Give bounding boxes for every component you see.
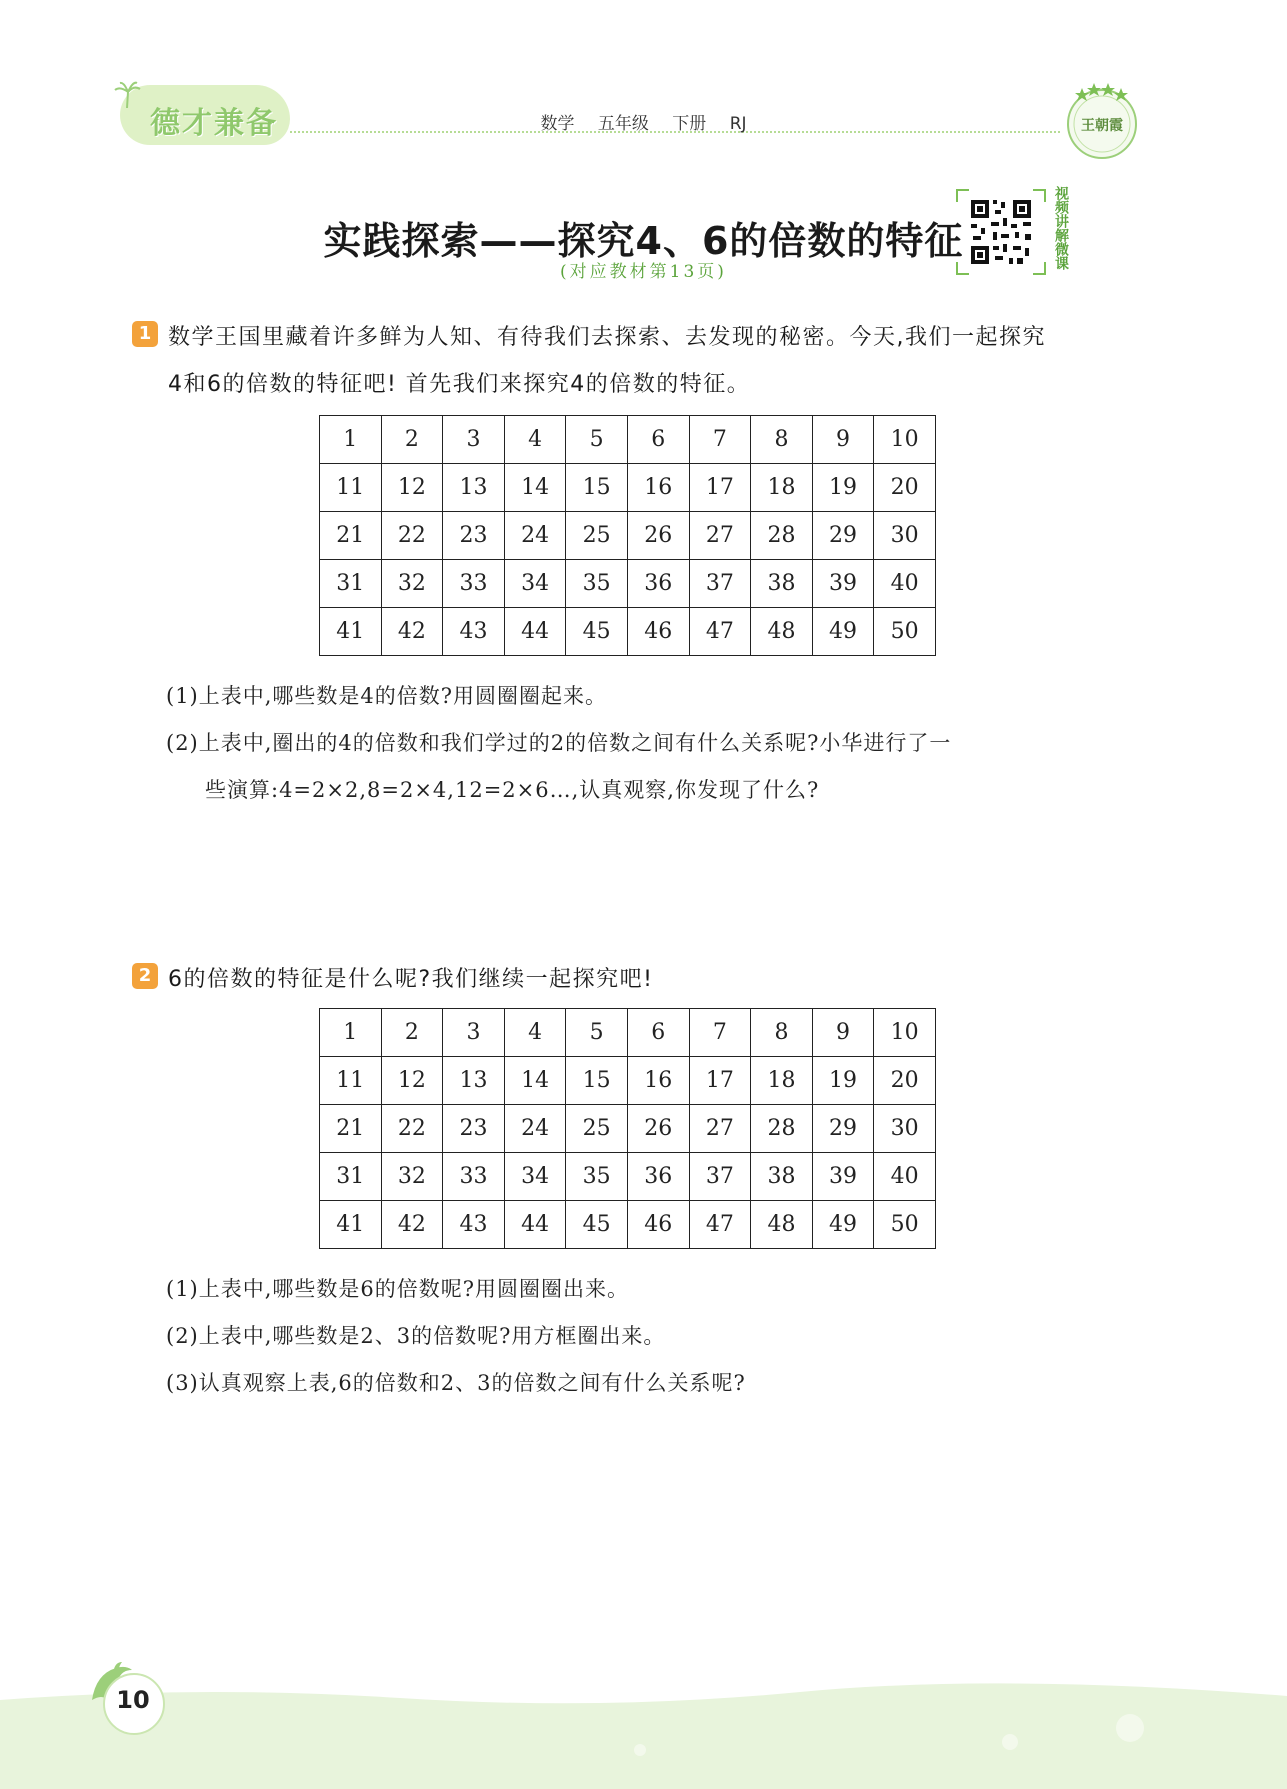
grid-cell[interactable]: 34 bbox=[504, 1153, 566, 1201]
grid-cell[interactable]: 45 bbox=[566, 608, 628, 656]
grid-cell[interactable]: 30 bbox=[874, 512, 936, 560]
grid-cell[interactable]: 4 bbox=[504, 1009, 566, 1057]
grid-cell[interactable]: 20 bbox=[874, 464, 936, 512]
question-2-sub-1: (1)上表中,哪些数是6的倍数呢?用圆圈圈出来。 bbox=[166, 1277, 630, 1301]
grid-cell[interactable]: 27 bbox=[689, 512, 751, 560]
grid-cell[interactable]: 46 bbox=[627, 1201, 689, 1249]
grid-cell[interactable]: 44 bbox=[504, 608, 566, 656]
grid-cell[interactable]: 40 bbox=[874, 1153, 936, 1201]
grid-cell[interactable]: 13 bbox=[443, 464, 505, 512]
grid-cell[interactable]: 41 bbox=[320, 1201, 382, 1249]
grid-cell[interactable]: 49 bbox=[812, 608, 874, 656]
grid-cell[interactable]: 48 bbox=[751, 1201, 813, 1249]
grid-cell[interactable]: 11 bbox=[320, 1057, 382, 1105]
grid-cell[interactable]: 50 bbox=[874, 1201, 936, 1249]
question-1-sub-2-line-1: (2)上表中,圈出的4的倍数和我们学过的2的倍数之间有什么关系呢?小华进行了一 bbox=[166, 731, 952, 755]
grid-cell[interactable]: 6 bbox=[627, 416, 689, 464]
brand-logo-text: 德才兼备 bbox=[150, 106, 278, 141]
grid-cell[interactable]: 21 bbox=[320, 512, 382, 560]
page-header bbox=[0, 0, 1287, 160]
grid-cell[interactable]: 43 bbox=[443, 1201, 505, 1249]
author-seal-logo bbox=[1060, 78, 1144, 162]
grade-label: 五年级 bbox=[597, 114, 649, 134]
question-1-line-2: 4和6的倍数的特征吧! 首先我们来探究4的倍数的特征。 bbox=[168, 372, 751, 397]
grid-cell[interactable]: 6 bbox=[627, 1009, 689, 1057]
qr-caption: 视频讲解微课 bbox=[1053, 186, 1069, 270]
grid-cell[interactable]: 35 bbox=[566, 560, 628, 608]
table-row bbox=[320, 1153, 936, 1201]
grid-cell[interactable]: 19 bbox=[812, 1057, 874, 1105]
grid-cell[interactable]: 5 bbox=[566, 416, 628, 464]
grid-cell[interactable]: 33 bbox=[443, 560, 505, 608]
grid-cell[interactable]: 28 bbox=[751, 1105, 813, 1153]
table-row bbox=[320, 608, 936, 656]
table-row bbox=[320, 416, 936, 464]
grid-cell[interactable]: 1 bbox=[320, 416, 382, 464]
grid-cell[interactable]: 11 bbox=[320, 464, 382, 512]
grid-cell[interactable]: 36 bbox=[627, 560, 689, 608]
grid-cell[interactable]: 26 bbox=[627, 1105, 689, 1153]
qr-code-icon[interactable] bbox=[955, 188, 1047, 276]
grid-cell[interactable]: 37 bbox=[689, 560, 751, 608]
table-row bbox=[320, 464, 936, 512]
grid-cell[interactable]: 40 bbox=[874, 560, 936, 608]
table-row bbox=[320, 512, 936, 560]
grid-cell[interactable]: 27 bbox=[689, 1105, 751, 1153]
grid-cell[interactable]: 45 bbox=[566, 1201, 628, 1249]
grid-cell[interactable]: 23 bbox=[443, 512, 505, 560]
grid-cell[interactable]: 19 bbox=[812, 464, 874, 512]
grid-cell[interactable]: 41 bbox=[320, 608, 382, 656]
grid-cell[interactable]: 2 bbox=[381, 416, 443, 464]
grid-cell[interactable]: 2 bbox=[381, 1009, 443, 1057]
grid-cell[interactable]: 49 bbox=[812, 1201, 874, 1249]
grid-cell[interactable]: 20 bbox=[874, 1057, 936, 1105]
grid-cell[interactable]: 10 bbox=[874, 416, 936, 464]
grid-cell[interactable]: 23 bbox=[443, 1105, 505, 1153]
table-row bbox=[320, 1201, 936, 1249]
grid-cell[interactable]: 8 bbox=[751, 416, 813, 464]
grid-cell[interactable]: 5 bbox=[566, 1009, 628, 1057]
grid-cell[interactable]: 47 bbox=[689, 608, 751, 656]
grid-cell[interactable]: 17 bbox=[689, 1057, 751, 1105]
grid-cell[interactable]: 48 bbox=[751, 608, 813, 656]
grid-cell[interactable]: 22 bbox=[381, 512, 443, 560]
number-grid-1 bbox=[319, 415, 936, 656]
question-2-line-1: 6的倍数的特征是什么呢?我们继续一起探究吧! bbox=[168, 967, 654, 992]
grid-cell[interactable]: 26 bbox=[627, 512, 689, 560]
grid-cell[interactable]: 37 bbox=[689, 1153, 751, 1201]
grid-cell[interactable]: 38 bbox=[751, 1153, 813, 1201]
grid-cell[interactable]: 47 bbox=[689, 1201, 751, 1249]
textbook-reference: (对应教材第13页) bbox=[560, 262, 727, 282]
question-2-sub-3: (3)认真观察上表,6的倍数和2、3的倍数之间有什么关系呢? bbox=[166, 1371, 746, 1395]
grid-cell[interactable]: 22 bbox=[381, 1105, 443, 1153]
grid-cell[interactable]: 10 bbox=[874, 1009, 936, 1057]
grid-cell[interactable]: 42 bbox=[381, 608, 443, 656]
grid-cell[interactable]: 13 bbox=[443, 1057, 505, 1105]
palm-tree-icon bbox=[112, 80, 142, 110]
question-1-sub-2-line-2: 些演算:4=2×2,8=2×4,12=2×6…,认真观察,你发现了什么? bbox=[205, 778, 820, 802]
grid-cell[interactable]: 31 bbox=[320, 560, 382, 608]
grid-cell[interactable]: 29 bbox=[812, 1105, 874, 1153]
table-row bbox=[320, 1057, 936, 1105]
grid-cell[interactable]: 7 bbox=[689, 416, 751, 464]
grid-cell[interactable]: 7 bbox=[689, 1009, 751, 1057]
question-1-sub-1: (1)上表中,哪些数是4的倍数?用圆圈圈起来。 bbox=[166, 684, 608, 708]
grid-cell[interactable]: 29 bbox=[812, 512, 874, 560]
grid-cell[interactable]: 32 bbox=[381, 560, 443, 608]
grid-cell[interactable]: 42 bbox=[381, 1201, 443, 1249]
grid-cell[interactable]: 24 bbox=[504, 512, 566, 560]
grid-cell[interactable]: 32 bbox=[381, 1153, 443, 1201]
grid-cell[interactable]: 18 bbox=[751, 464, 813, 512]
grid-cell[interactable]: 38 bbox=[751, 560, 813, 608]
grid-cell[interactable]: 18 bbox=[751, 1057, 813, 1105]
footer-decoration bbox=[0, 1680, 1287, 1789]
grid-cell[interactable]: 21 bbox=[320, 1105, 382, 1153]
grid-cell[interactable]: 28 bbox=[751, 512, 813, 560]
grid-cell[interactable]: 3 bbox=[443, 1009, 505, 1057]
grid-cell[interactable]: 15 bbox=[566, 464, 628, 512]
grid-cell[interactable]: 24 bbox=[504, 1105, 566, 1153]
question-1-badge: 1 bbox=[132, 321, 158, 347]
grid-cell[interactable]: 3 bbox=[443, 416, 505, 464]
question-1-line-1: 数学王国里藏着许多鲜为人知、有待我们去探索、去发现的秘密。今天,我们一起探究 bbox=[168, 325, 1046, 350]
grid-cell[interactable]: 4 bbox=[504, 416, 566, 464]
number-grid-2 bbox=[319, 1008, 936, 1249]
subject-label: 数学 bbox=[540, 114, 575, 134]
question-2-badge: 2 bbox=[132, 963, 158, 989]
page-number: 10 bbox=[116, 1686, 150, 1714]
grid-cell[interactable]: 33 bbox=[443, 1153, 505, 1201]
table-row bbox=[320, 1105, 936, 1153]
seal-text: 王朝霞 bbox=[1081, 118, 1123, 134]
table-row bbox=[320, 560, 936, 608]
grid-cell[interactable]: 8 bbox=[751, 1009, 813, 1057]
volume-label: 下册 bbox=[672, 114, 707, 134]
grid-cell[interactable]: 1 bbox=[320, 1009, 382, 1057]
grid-cell[interactable]: 43 bbox=[443, 608, 505, 656]
grid-cell[interactable]: 39 bbox=[812, 1153, 874, 1201]
grid-cell[interactable]: 12 bbox=[381, 464, 443, 512]
grid-cell[interactable]: 16 bbox=[627, 1057, 689, 1105]
grid-cell[interactable]: 17 bbox=[689, 464, 751, 512]
grid-cell[interactable]: 14 bbox=[504, 464, 566, 512]
grid-cell[interactable]: 14 bbox=[504, 1057, 566, 1105]
edition-label: RJ bbox=[729, 114, 747, 134]
grid-cell[interactable]: 31 bbox=[320, 1153, 382, 1201]
grid-cell[interactable]: 34 bbox=[504, 560, 566, 608]
grid-cell[interactable]: 39 bbox=[812, 560, 874, 608]
grid-cell[interactable]: 30 bbox=[874, 1105, 936, 1153]
grid-cell[interactable]: 25 bbox=[566, 1105, 628, 1153]
grid-cell[interactable]: 9 bbox=[812, 1009, 874, 1057]
grid-cell[interactable]: 44 bbox=[504, 1201, 566, 1249]
grid-cell[interactable]: 12 bbox=[381, 1057, 443, 1105]
grid-cell[interactable]: 15 bbox=[566, 1057, 628, 1105]
grid-cell[interactable]: 36 bbox=[627, 1153, 689, 1201]
grid-cell[interactable]: 50 bbox=[874, 608, 936, 656]
grid-cell[interactable]: 9 bbox=[812, 416, 874, 464]
page-title: 实践探索——探究4、6的倍数的特征 bbox=[323, 219, 964, 263]
question-2-sub-2: (2)上表中,哪些数是2、3的倍数呢?用方框圈出来。 bbox=[166, 1324, 666, 1348]
grid-cell[interactable]: 16 bbox=[627, 464, 689, 512]
table-row bbox=[320, 1009, 936, 1057]
grid-cell[interactable]: 35 bbox=[566, 1153, 628, 1201]
grid-cell[interactable]: 25 bbox=[566, 512, 628, 560]
grid-cell[interactable]: 46 bbox=[627, 608, 689, 656]
